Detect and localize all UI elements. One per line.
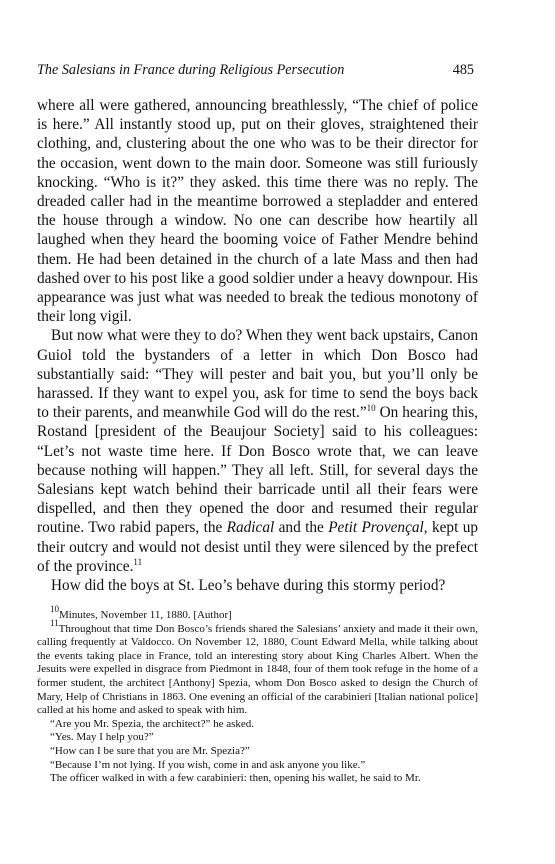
paragraph-3-text-a: On hearing this, Rostand [president of the Beaujour Society] said to his colleagues: “Let’s not waste time here. If Don Bosco wrote that, we can leave because nothing will happen.” They all left. Still, for several days the Salesians kept watch behind their barricade until all their fears were dispelled, and then they opened the door and resumed their regular routine. Two rabid papers, the [37, 404, 479, 537]
paragraph-1-text: where all were gathered, announcing breathlessly, “The chief of police is here.” All instantly stood up, put on their gloves, straightened their clothing, and, clustering about the one who was to be their director for the occasion, went down to the main door. Someone was still furiously knocking. “Who is it?” they asked. this time there was no reply. The dreaded caller had in the meantime borrowed a stepladder and entered the house through a window. No one can describe how heartily all laughed when they heard the booming voice of Father Mendre behind them. He had been detained in the church of a late Mass and then had dashed over to his post like a good soldier under a heavy downpour. His appearance was just what was needed to break the tedious monotony of their long vigil. [37, 97, 478, 326]
paper-name-radical: Radical [226, 519, 275, 537]
footnote-11-text: Throughout that time Don Bosco’s friends shared the Salesians’ anxiety and made it their own, calling frequently at Valdocco. On November 12, 1880, Count Edward Mella, while talking about the events taking place in France, told an interesting story about King Charles Albert. When the Jesuits were expelled in disgrace from Piedmont in 1848, four of them took refuge in the home of a former student, the architect [Anthony] Spezia, whom Don Bosco asked to design the Church of Mary, Help of Christians in 1863. One evening an official of the carabinieri [Italian national police] called at his home and asked to speak with him. [37, 622, 478, 717]
footnote-ref-10: 10 [366, 403, 376, 414]
paragraph-4-text: How did the boys at St. Leo’s behave during this stormy period? [51, 577, 446, 595]
footnote-10-text: Minutes, November 11, 1880. [Author] [59, 609, 232, 621]
running-title: The Salesians in France during Religious Persecution [37, 62, 345, 78]
paragraph-2-text: But now what were they to do? When they went back upstairs, Canon Guiol told the bystanders of a letter in which Don Bosco had substantially said: “They will pester and bait you, but you’ll only be harassed. If they want to expel you, ask for time to send the boys back to their parents, and meanwhile God will do the rest.” [37, 327, 478, 422]
paragraph-3-and: and the [274, 519, 329, 537]
paper-name-petit-provencal: Petit Provençal [328, 519, 424, 537]
paragraph-3-text-b: , kept up their outcry and would not desist until they were silenced by the prefect of the province. [37, 519, 478, 575]
paragraph-1 [37, 96, 478, 326]
footnotes [37, 604, 478, 786]
footnote-dialogue-2: “Yes. May I help you?” [50, 731, 154, 744]
footnote-10-mark: 10 [50, 604, 59, 614]
paragraph-2 [37, 326, 478, 576]
footnote-ref-11: 11 [133, 556, 143, 567]
footnote-dialogue-1: “Are you Mr. Spezia, the architect?” he asked. [50, 717, 255, 730]
footnote-dialogue-3: “How can I be sure that you are Mr. Spezia?” [50, 744, 250, 757]
body-text [37, 96, 478, 595]
footnote-dialogue-4: “Because I’m not lying. If you wish, come in and ask anyone you like.” [50, 758, 366, 771]
paragraph-4 [37, 576, 478, 595]
footnote-11-mark: 11 [50, 617, 59, 628]
footnote-dialogue-5: The officer walked in with a few carabinieri: then, opening his wallet, he said to Mr. [50, 772, 421, 785]
running-head [37, 60, 474, 80]
footnote-10 [37, 604, 478, 623]
footnote-11 [37, 617, 478, 718]
page-number: 485 [452, 62, 474, 78]
